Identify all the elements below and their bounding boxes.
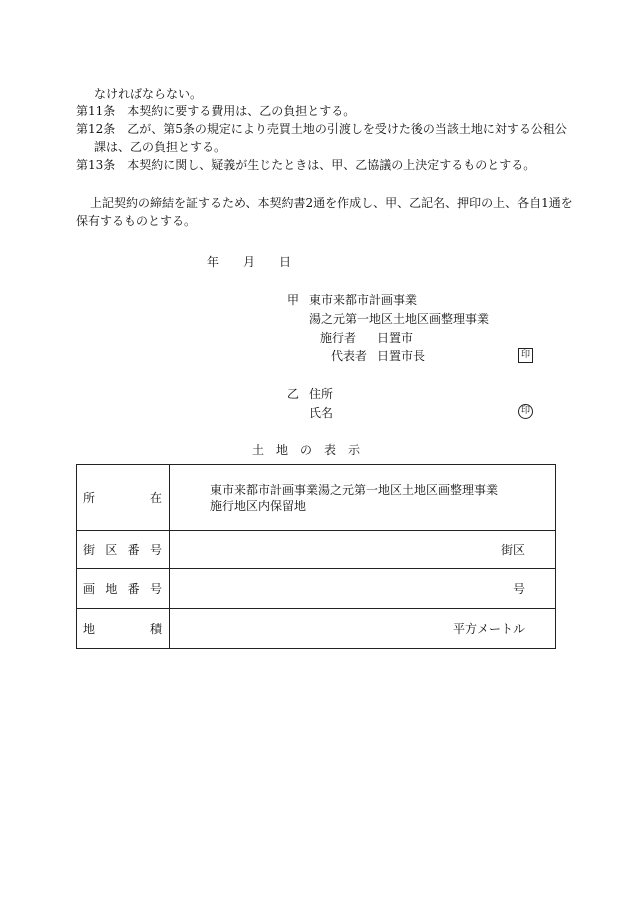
date-day: 日 [279,255,292,269]
lot-number-label-cell [77,569,170,609]
label-char: 号 [149,543,162,557]
area-value-cell [170,609,556,649]
table-row [77,531,556,569]
table-row [77,569,556,609]
land-table-title: 土 地 の 表 示 [252,443,361,457]
seal-round-icon: 印 [518,404,533,419]
label-char: 地 [83,622,96,636]
block-number-unit: 街区 [500,543,525,557]
location-value-line-2: 施行地区内保留地 [210,498,307,513]
clause-11 [76,103,355,119]
label-char: 番 [127,543,140,557]
area-label-cell [77,609,170,649]
clause-number: 第13条 [76,158,116,172]
representative-label: 代表者 [331,349,368,363]
clause-text: 本契約に関し、疑義が生じたときは、甲、乙協議の上決定するものとする。 [127,158,536,172]
label-char: 街 [83,543,96,557]
clause-12 [76,121,567,137]
label-char: 区 [105,543,118,557]
executor-value: 日置市 [377,331,414,345]
clause-number: 第11条 [76,104,116,118]
label-char: 号 [149,582,162,596]
date-year: 年 [207,255,220,269]
closing-line-1: 上記契約の締結を証するため、本契約書2通を作成し、甲、乙記名、押印の上、各自1通を [90,196,573,210]
location-value-cell [170,465,556,531]
representative-value: 日置市長 [377,349,426,363]
lot-number-value-cell [170,569,556,609]
party-a-line-1: 東市来都市計画事業 [309,293,418,307]
date-month: 月 [243,255,256,269]
label-char: 地 [105,582,118,596]
clause-13 [76,157,535,173]
location-label-cell [77,465,170,531]
address-label: 住所 [309,387,334,401]
party-b-label: 乙 [287,387,300,401]
block-number-label-cell [77,531,170,569]
land-table [76,464,556,649]
label-char: 番 [127,582,140,596]
name-label: 氏名 [309,406,334,420]
area-unit: 平方メートル [452,622,525,636]
seal-square-icon: 印 [518,348,533,363]
clause-continuation: なければならない。 [94,87,203,101]
label-char: 在 [149,491,162,505]
party-a-line-2: 湯之元第一地区土地区画整理事業 [309,312,490,326]
clause-text: 本契約に要する費用は、乙の負担とする。 [127,104,356,118]
table-row [77,609,556,649]
label-char: 画 [83,582,96,596]
clause-text: 乙が、第5条の規定により売買土地の引渡しを受けた後の当該土地に対する公租公 [127,122,567,136]
executor-label: 施行者 [320,331,357,345]
closing-line-2: 保有するものとする。 [76,214,197,228]
party-a-label: 甲 [287,293,300,307]
label-char: 所 [83,491,96,505]
table-row [77,465,556,531]
block-number-value-cell [170,531,556,569]
clause-12-continuation: 課は、乙の負担とする。 [94,140,227,154]
lot-number-unit: 号 [512,582,525,596]
label-char: 積 [149,622,162,636]
clause-number: 第12条 [76,122,116,136]
location-value-line-1: 東市来都市計画事業湯之元第一地区土地区画整理事業 [210,482,499,497]
